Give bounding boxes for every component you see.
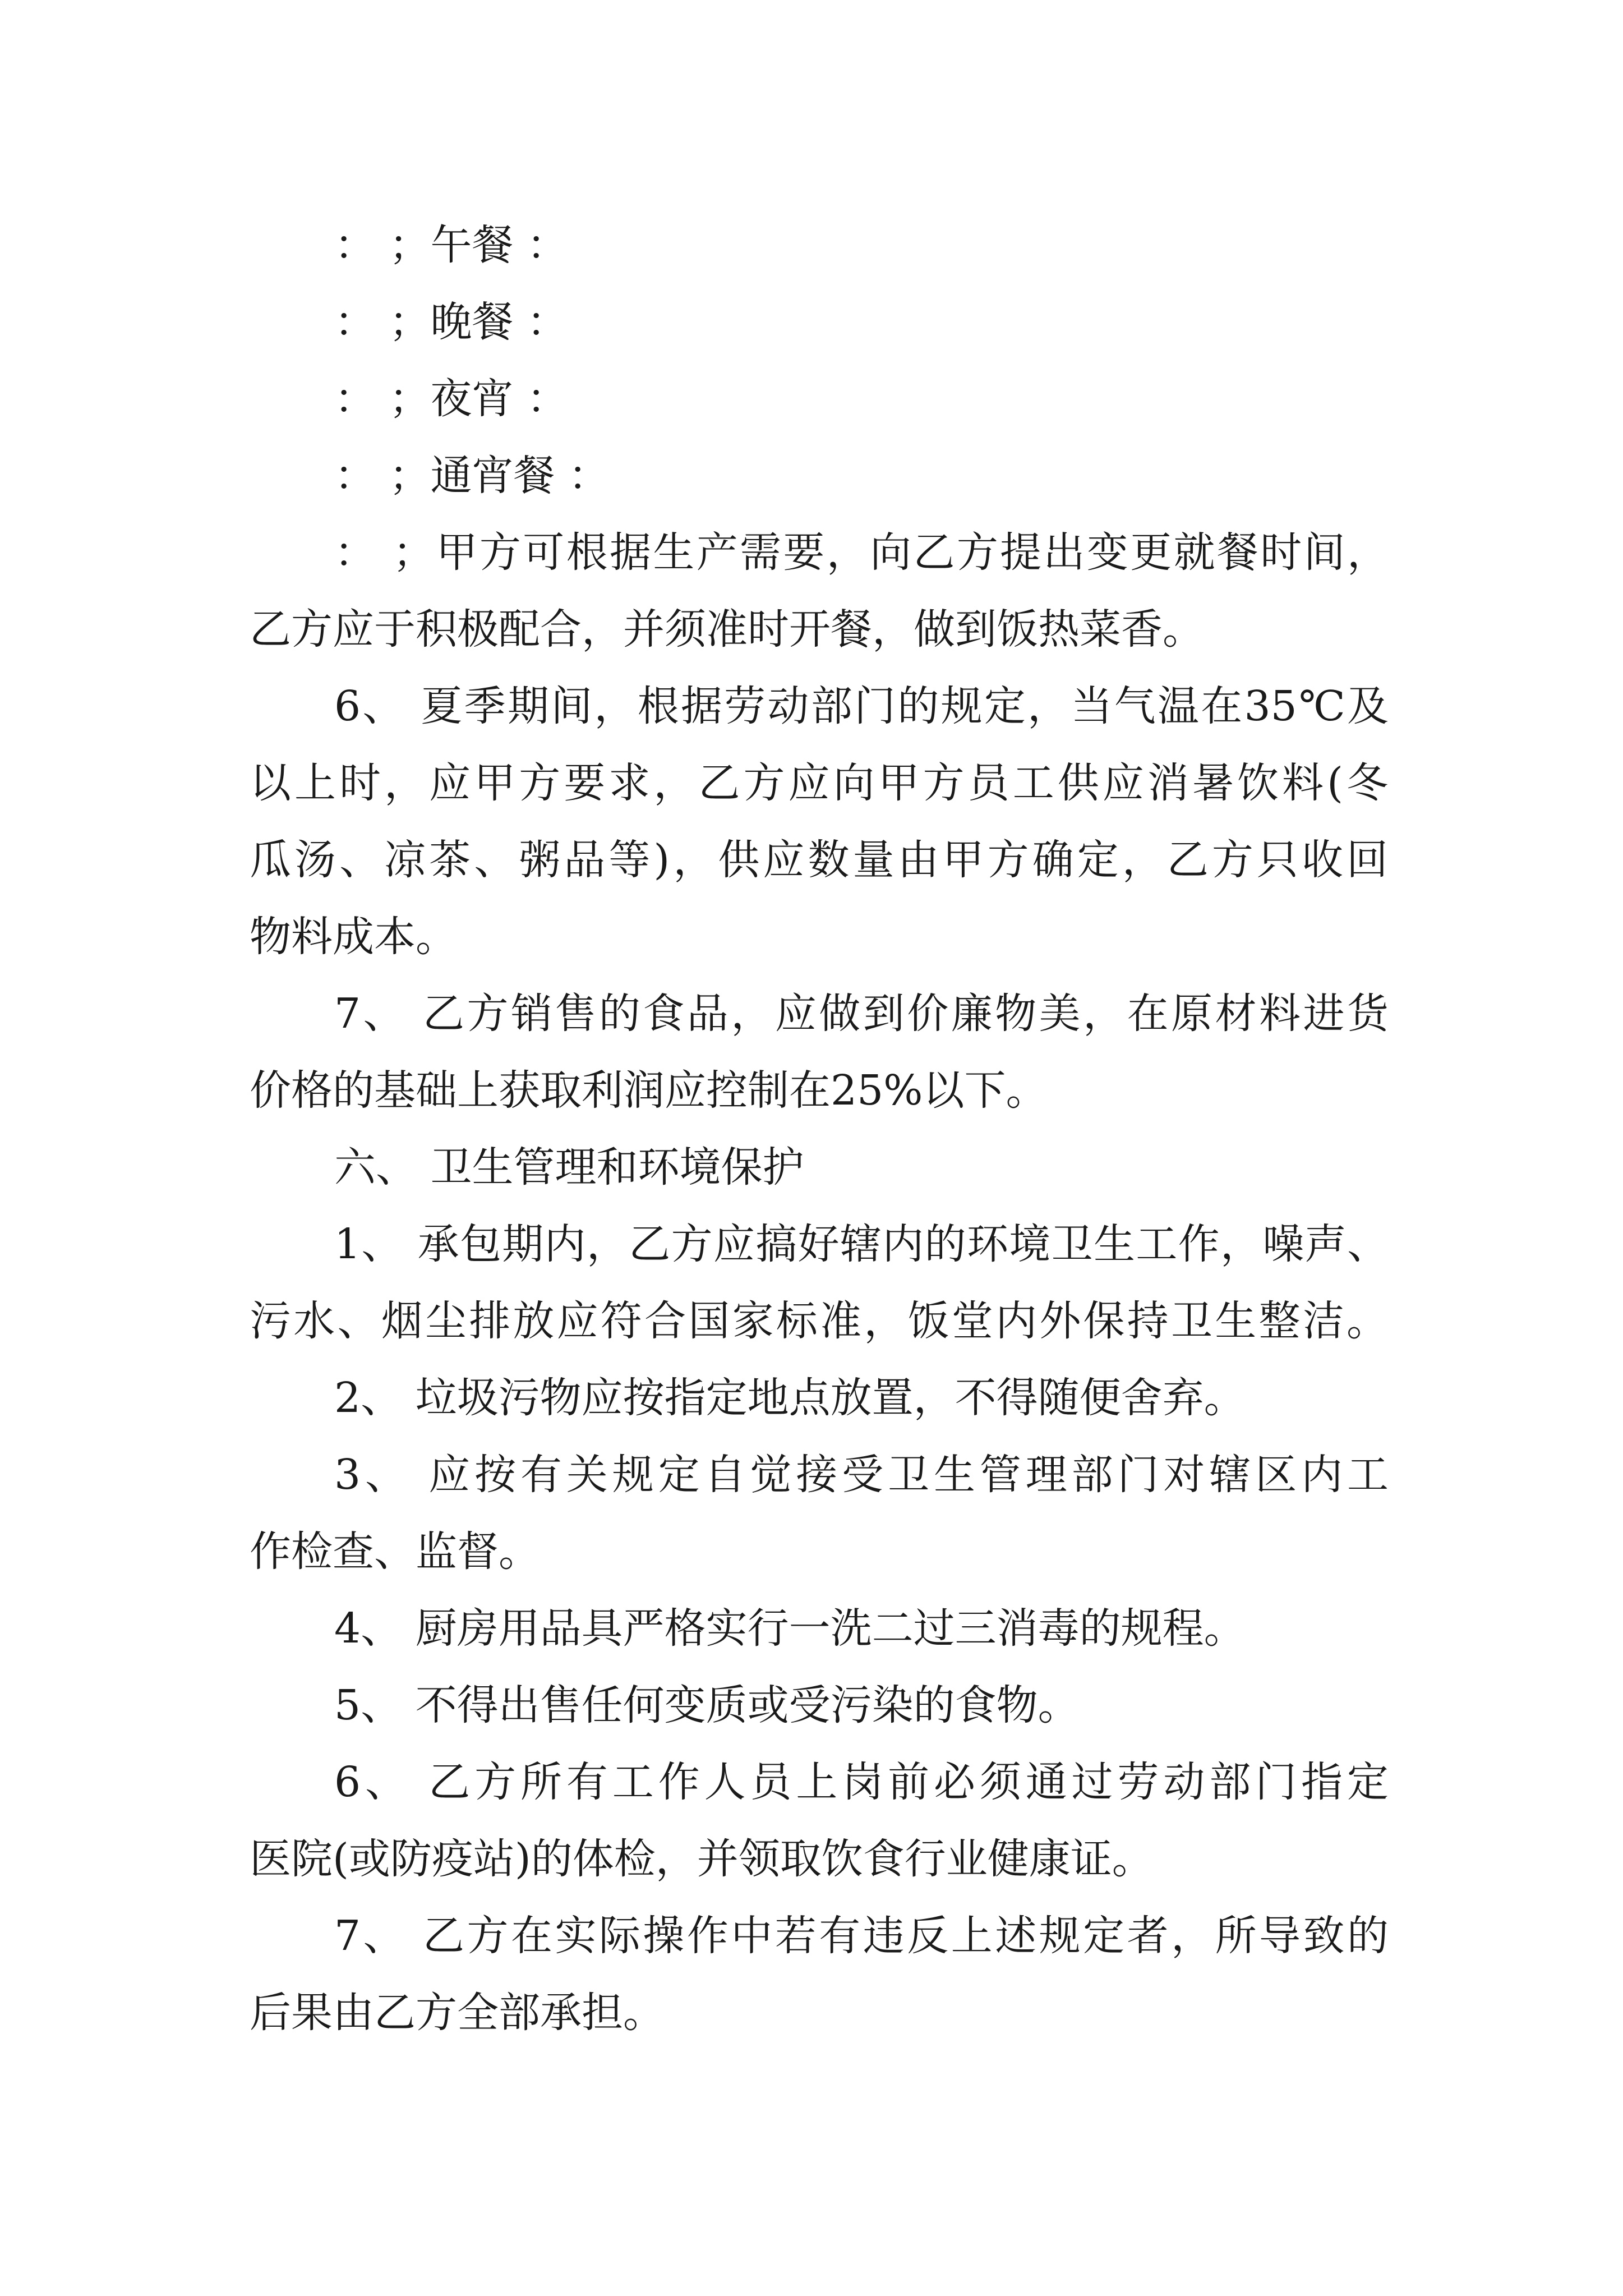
text-line: ： ；通宵餐 ： bbox=[334, 452, 610, 500]
text-line: 7、 乙方销售的食品，应做到价廉物美，在原材料进货 bbox=[334, 990, 1389, 1038]
text-line: 价格的基础上获取利润应控制在25%以下。 bbox=[250, 1066, 1048, 1115]
text-line: 1、 承包期内，乙方应搞好辖内的环境卫生工作，噪声、 bbox=[334, 1220, 1389, 1268]
text-line: 4、 厨房用品具严格实行一洗二过三消毒的规程。 bbox=[334, 1604, 1246, 1653]
text-line: 6、 乙方所有工作人员上岗前必须通过劳动部门指定 bbox=[334, 1758, 1389, 1806]
text-line: 物料成本。 bbox=[250, 913, 457, 961]
text-line: ： ；晚餐 ： bbox=[334, 298, 569, 346]
text-line: 瓜汤、凉茶、粥品等)，供应数量由甲方确定，乙方只收回 bbox=[250, 836, 1388, 884]
text-line: ： ；甲方可根据生产需要，向乙方提出变更就餐时间， bbox=[334, 528, 1389, 577]
text-line: 作检查、监督。 bbox=[250, 1527, 540, 1576]
text-line: 后果由乙方全部承担。 bbox=[250, 1989, 665, 2037]
text-line: ： ；夜宵 ： bbox=[334, 375, 569, 423]
text-line: 3、 应按有关规定自觉接受卫生管理部门对辖区内工 bbox=[334, 1451, 1389, 1499]
text-line: 医院(或防疫站)的体检，并领取饮食行业健康证。 bbox=[250, 1835, 1154, 1883]
text-line: 污水、烟尘排放应符合国家标准，饭堂内外保持卫生整洁。 bbox=[250, 1297, 1388, 1345]
text-line: ： ；午餐 ： bbox=[334, 221, 569, 269]
text-line: 7、 乙方在实际操作中若有违反上述规定者，所导致的 bbox=[334, 1912, 1389, 1960]
text-line: 6、 夏季期间，根据劳动部门的规定，当气温在35℃及 bbox=[334, 682, 1389, 730]
section-heading: 六、 卫生管理和环境保护 bbox=[334, 1143, 804, 1191]
text-line: 5、 不得出售任何变质或受污染的食物。 bbox=[334, 1681, 1080, 1729]
text-line: 2、 垃圾污物应按指定地点放置，不得随便舍弃。 bbox=[334, 1374, 1246, 1422]
text-line: 以上时，应甲方要求，乙方应向甲方员工供应消暑饮料(冬 bbox=[250, 759, 1388, 807]
text-line: 乙方应于积极配合，并须准时开餐，做到饭热菜香。 bbox=[250, 605, 1204, 654]
